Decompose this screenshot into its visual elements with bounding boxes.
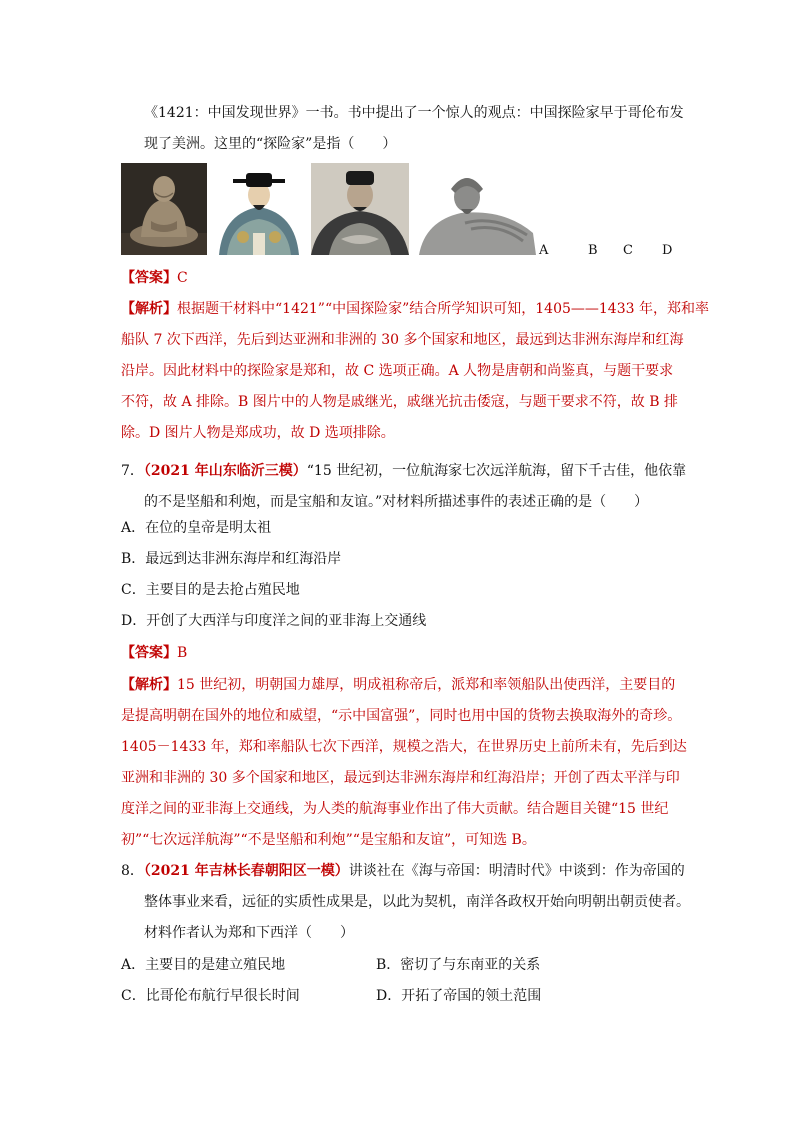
option-letter-c: C [623,243,633,258]
answer-tag: 【答案】 [121,645,177,661]
q7-source: （2021 年山东临沂三模） [143,463,307,479]
q8-number: 8． [121,863,144,879]
option-letter-b: B [588,243,598,258]
q6-stem-line-2: 现了美洲。这里的“探险家”是指（ ） [144,136,397,152]
q7-analysis-line-5: 度洋之间的亚非海上交通线，为人类的航海事业作出了伟大贡献。结合题目关键“15 世纪 [121,801,669,817]
option-letter-a: A [539,243,549,258]
general-portrait-icon [311,163,409,255]
q6-analysis-line-2: 船队 7 次下西洋，先后到达亚洲和非洲的 30 多个国家和地区，最远到达非洲东海岸和红海 [121,332,684,348]
q8-option-a: A．主要目的是建立殖民地 [121,957,286,973]
q7-stem-line-1: 7．（2021 年山东临沂三模）“15 世纪初，一位航海家七次远洋航海，留下千古佳，他依靠 [121,463,687,479]
option-image-a [121,163,207,255]
q6-analysis-line-5: 除。D 图片人物是郑成功，故 D 选项排除。 [121,425,395,441]
q8-stem-line-1: 8．（2021 年吉林长春朝阳区一模）讲谈社在《海与帝国：明清时代》中谈到：作为帝国的 [121,863,685,879]
q8-source: （2021 年吉林长春朝阳区一模） [143,863,349,879]
q6-stem-line-1: 《1421：中国发现世界》一书。书中提出了一个惊人的观点：中国探险家早于哥伦布发 [144,105,684,121]
seated-monk-statue-icon [121,163,207,255]
q7-analysis-line-3: 1405－1433 年，郑和率船队七次下西洋，规模之浩大，在世界历史上前所未有，先后到达 [121,739,687,755]
q6-analysis-line-3: 沿岸。因此材料中的探险家是郑和，故 C 选项正确。A 人物是唐朝和尚鉴真，与题干要求 [121,363,674,379]
option-image-d [415,163,536,255]
answer-tag: 【答案】 [121,270,177,286]
q7-option-a: A．在位的皇帝是明太祖 [121,520,272,536]
q7-analysis-line-1: 【解析】15 世纪初，明朝国力雄厚，明成祖称帝后，派郑和率领船队出使西洋，主要目的 [121,677,676,693]
q7-stem-line-2: 的不是坚船和利炮，而是宝船和友谊。”对材料所描述事件的表述正确的是（ ） [144,494,649,510]
q7-analysis-line-2: 是提高明朝在国外的地位和威望，“示中国富强”，同时也用中国的货物去换取海外的奇珍。 [121,708,682,724]
option-image-b [213,163,305,255]
q7-option-c: C．主要目的是去抢占殖民地 [121,582,300,598]
answer-value: B [177,645,188,661]
q7-option-d: D．开创了大西洋与印度洋之间的亚非海上交通线 [121,613,427,629]
q8-option-d: D．开拓了帝国的领土范围 [376,988,542,1004]
q6-analysis-line-1: 【解析】根据题干材料中“1421”“中国探险家”结合所学知识可知，1405——1433 年，郑和率 [121,301,709,317]
q7-analysis-line-4: 亚洲和非洲的 30 多个国家和地区，最远到达非洲东海岸和红海沿岸；开创了西太平洋与印 [121,770,680,786]
q7-number: 7． [121,463,144,479]
q6-analysis-line-4: 不符，故 A 排除。B 图片中的人物是戚继光，戚继光抗击倭寇，与题干要求不符，故 B 排 [121,394,678,410]
q8-stem-line-2: 整体事业来看，远征的实质性成果是，以此为契机，南洋各政权开始向明朝出朝贡使者。 [144,894,690,910]
q7-analysis-line-6: 初”“七次远洋航海”“不是坚船和利炮”“是宝船和友谊”，可知选 B。 [121,832,536,848]
q8-option-b: B．密切了与东南亚的关系 [376,957,541,973]
answer-value: C [177,270,188,286]
q7-answer [121,643,187,663]
q8-option-c: C．比哥伦布航行早很长时间 [121,988,300,1004]
q7-option-b: B．最远到达非洲东海岸和红海沿岸 [121,551,342,567]
option-image-c [311,163,409,255]
q8-stem-line-3: 材料作者认为郑和下西洋（ ） [144,925,354,941]
official-portrait-icon [213,163,305,255]
option-letter-d: D [662,243,673,258]
q6-answer [121,268,188,288]
analysis-tag: 【解析】 [121,301,177,317]
analysis-tag: 【解析】 [121,677,177,693]
armored-warrior-statue-icon [415,163,536,255]
